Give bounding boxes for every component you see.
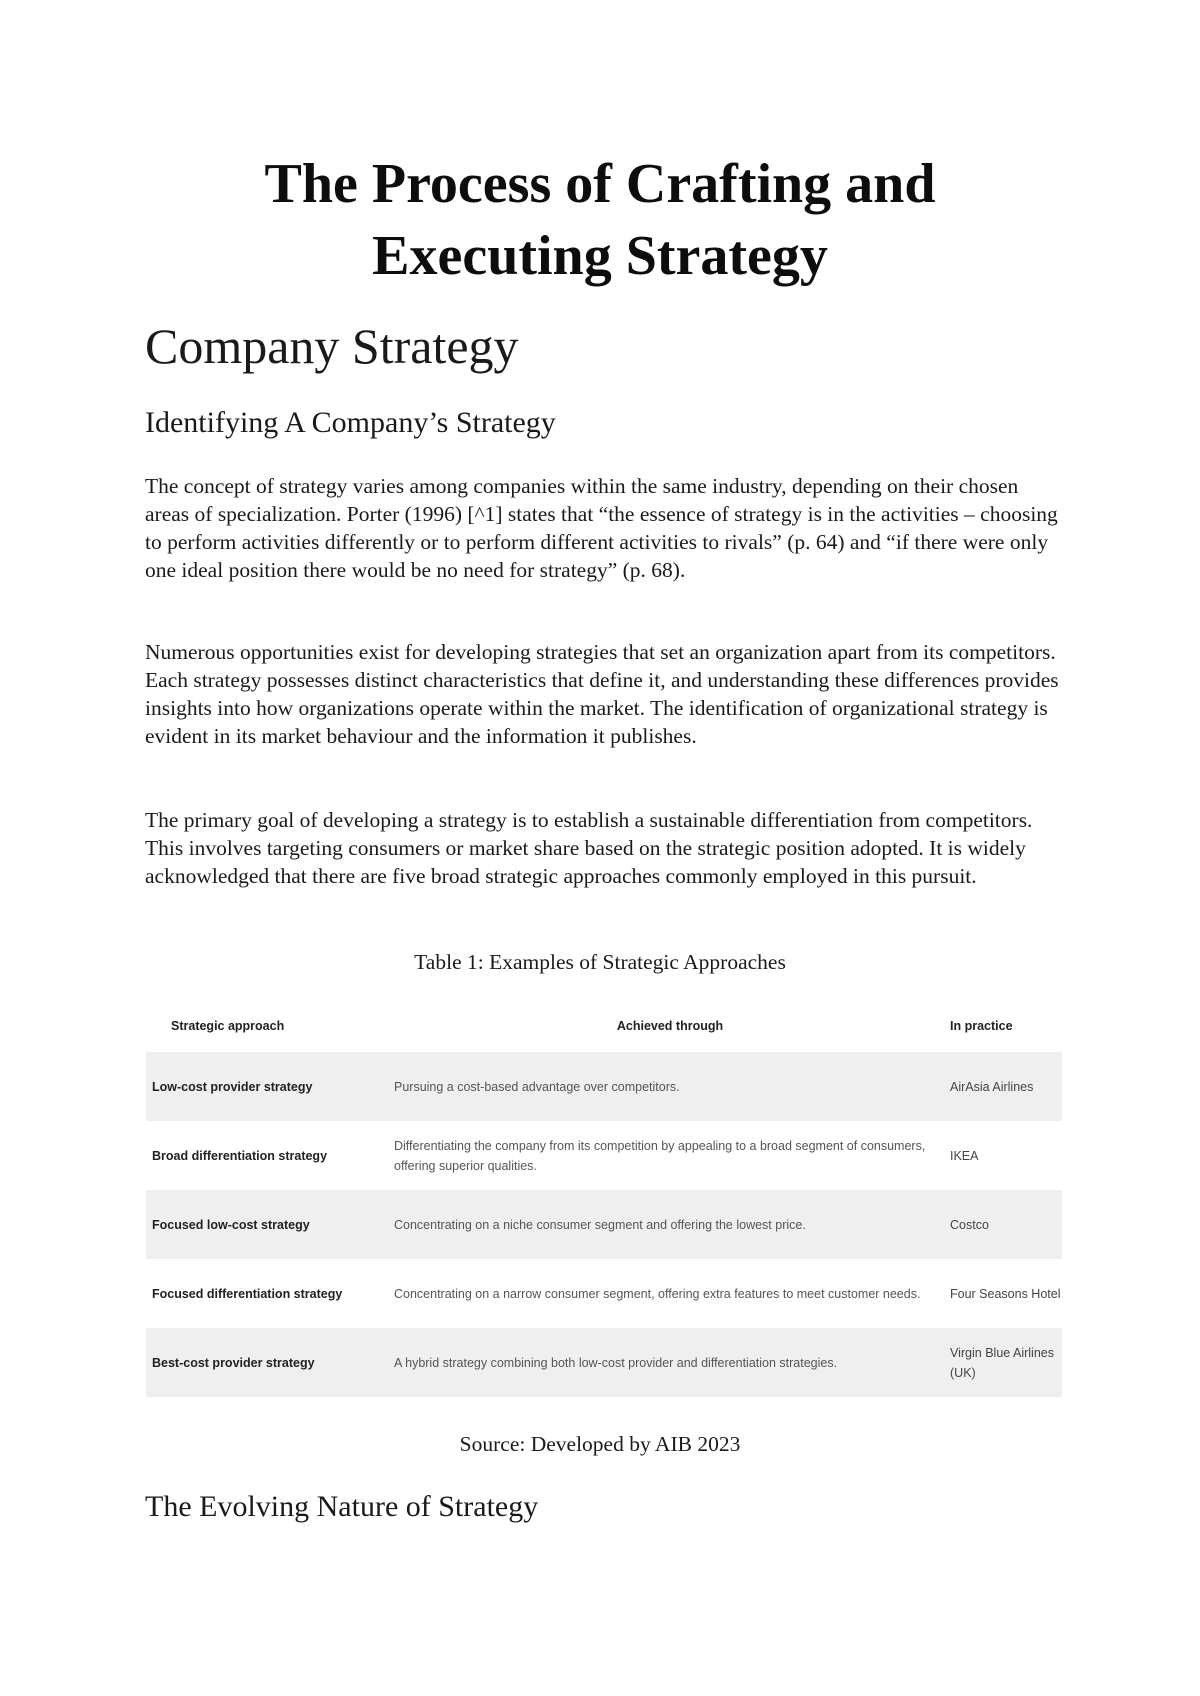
- document-title: [0, 148, 1200, 292]
- cell-practice: IKEA: [950, 1148, 979, 1163]
- source-note: Source: Developed by AIB 2023: [459, 1432, 741, 1456]
- paragraph-2: Numerous opportunities exist for developing strategies that set an organization apart from its competitors. Each strategy possesses distinct characteristics that define it, and understanding these differences provides insights into how organizations operate within the market. The identification of organizational strategy is evident in its market behaviour and the information it publishes.: [145, 640, 1059, 748]
- cell-approach: Broad differentiation strategy: [152, 1148, 328, 1163]
- paragraph-1: The concept of strategy varies among companies within the same industry, depending on their chosen areas of specialization. Porter (1996) [^1] states that “the essence of strategy is in the activities – choosing to perform activities differently or to perform different activities to rivals” (p. 64) and “if there were only one ideal position there would be no need for strategy” (p. 68).: [145, 474, 1058, 582]
- table-header-row: [146, 1000, 1062, 1052]
- table-row: [146, 1259, 1062, 1328]
- subheading-evolving: The Evolving Nature of Strategy: [145, 1490, 539, 1523]
- cell-practice: AirAsia Airlines: [950, 1079, 1034, 1094]
- cell-approach: Focused low-cost strategy: [152, 1217, 310, 1232]
- cell-achieved: Pursuing a cost-based advantage over competitors.: [394, 1079, 680, 1094]
- strategy-table: [146, 1000, 1062, 1397]
- title-line-2: Executing Strategy: [372, 225, 828, 287]
- cell-practice: Virgin Blue Airlines (UK): [950, 1345, 1054, 1380]
- cell-achieved: Concentrating on a narrow consumer segment, offering extra features to meet customer needs.: [394, 1286, 921, 1301]
- header-achieved-through: Achieved through: [616, 1019, 724, 1033]
- cell-approach: Best-cost provider strategy: [152, 1355, 315, 1370]
- table-row: [146, 1052, 1062, 1121]
- title-line-1: The Process of Crafting and: [264, 153, 936, 215]
- table-row: [146, 1190, 1062, 1259]
- cell-achieved: A hybrid strategy combining both low-cost provider and differentiation strategies.: [394, 1355, 838, 1370]
- cell-approach: Low-cost provider strategy: [152, 1079, 313, 1094]
- cell-practice: Costco: [950, 1217, 989, 1232]
- cell-approach: Focused differentiation strategy: [152, 1286, 343, 1301]
- subheading-identifying: Identifying A Company’s Strategy: [145, 406, 556, 439]
- table-caption: Table 1: Examples of Strategic Approaches: [414, 950, 786, 974]
- paragraph-3: The primary goal of developing a strategy is to establish a sustainable differentiation from competitors. This involves targeting consumers or market share based on the strategic position adopted. It is widely acknowledged that there are five broad strategic approaches commonly employed in this pursuit.: [145, 808, 1033, 888]
- table-row: [146, 1328, 1062, 1397]
- cell-achieved: Differentiating the company from its competition by appealing to a broad segment of consumers, offering superior qualities.: [394, 1138, 926, 1173]
- table-row: [146, 1121, 1062, 1190]
- section-heading: Company Strategy: [145, 318, 519, 374]
- cell-achieved: Concentrating on a niche consumer segment and offering the lowest price.: [394, 1217, 806, 1232]
- header-strategic-approach: Strategic approach: [171, 1019, 285, 1033]
- header-in-practice: In practice: [950, 1019, 1013, 1033]
- cell-practice: Four Seasons Hotel: [950, 1286, 1061, 1301]
